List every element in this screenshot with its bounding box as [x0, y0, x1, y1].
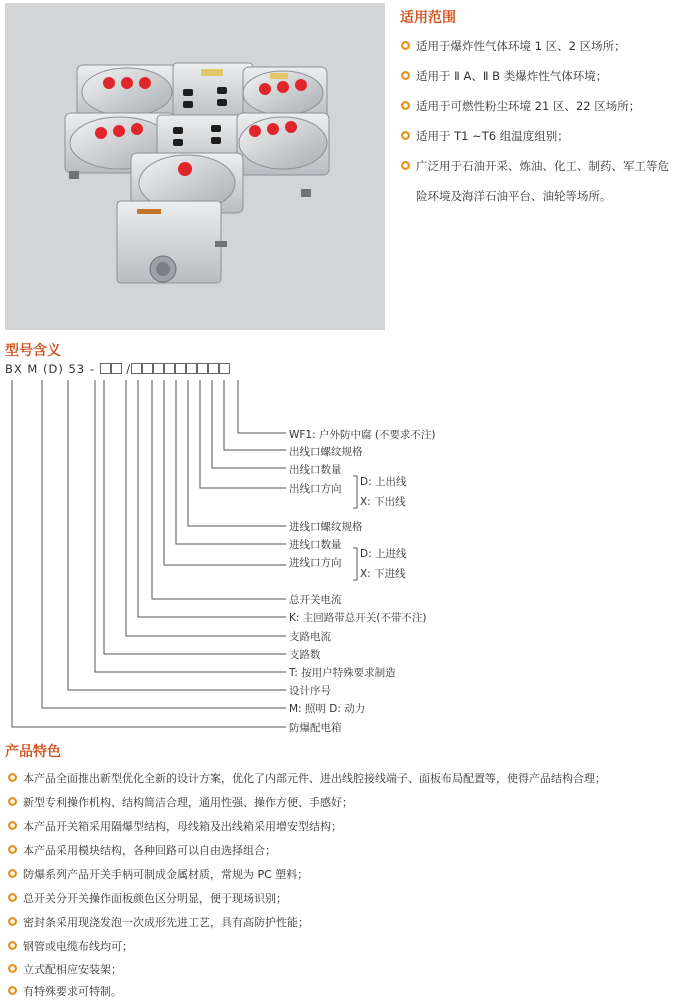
bullet-icon — [401, 41, 410, 50]
feature-item: 本产品开关箱采用隔爆型结构，母线箱及出线箱采用增安型结构； — [23, 820, 342, 833]
features-heading: 产品特色 — [5, 744, 61, 760]
product-photo — [5, 3, 385, 330]
scope-item: 广泛用于石油开采、炼油、化工、制药、军工等危 — [416, 159, 669, 173]
model-code-prefix: BX M (D) 53 - — [5, 362, 95, 376]
bullet-icon — [8, 917, 17, 926]
feature-item: 防爆系列产品开关手柄可制成金属材质，常规为 PC 塑料； — [23, 868, 309, 881]
bullet-icon — [401, 71, 410, 80]
scope-heading: 适用范围 — [400, 10, 456, 26]
scope-item-continued: 险环境及海洋石油平台、油轮等场所。 — [416, 189, 612, 203]
label-in-x: X: 下进线 — [360, 568, 406, 580]
feature-item: 立式配相应安装架； — [23, 963, 122, 976]
feature-item: 有特殊要求可特制。 — [23, 985, 122, 998]
bullet-icon — [8, 986, 17, 995]
bullet-icon — [401, 101, 410, 110]
scope-item: 适用于爆炸性气体环境 1 区、2 区场所； — [416, 39, 626, 53]
label-out-thread: 出线口螺纹规格 — [289, 446, 363, 458]
label-branch-count: 支路数 — [289, 649, 321, 661]
feature-item: 密封条采用现浇发泡一次成形先进工艺，具有高防护性能； — [23, 916, 309, 929]
bullet-icon — [8, 941, 17, 950]
label-t: T: 按用户特殊要求制造 — [289, 667, 396, 679]
bullet-icon — [8, 964, 17, 973]
label-out-d: D: 上出线 — [360, 476, 407, 488]
label-out-x: X: 下出线 — [360, 496, 406, 508]
model-heading: 型号含义 — [5, 343, 61, 359]
bullet-icon — [8, 845, 17, 854]
label-main-current: 总开关电流 — [289, 594, 342, 606]
bracket-out — [352, 475, 360, 509]
label-wf1: WF1: 户外防中腐 (不要求不注) — [289, 429, 436, 441]
label-in-thread: 进线口螺纹规格 — [289, 521, 363, 533]
bullet-icon — [8, 773, 17, 782]
feature-item: 钢管或电缆布线均可； — [23, 940, 133, 953]
model-connector-lines — [0, 370, 300, 740]
bullet-icon — [401, 131, 410, 140]
model-code-slash: / — [126, 362, 132, 376]
label-out-count: 出线口数量 — [289, 464, 342, 476]
scope-item: 适用于 T1 ~T6 组温度组别； — [416, 129, 569, 143]
bullet-icon — [8, 869, 17, 878]
distribution-box-illustration — [5, 3, 385, 330]
label-k: K: 主回路带总开关(不带不注) — [289, 612, 427, 624]
label-in-count: 进线口数量 — [289, 539, 342, 551]
feature-item: 本产品全面推出新型优化全新的设计方案，优化了内部元件、进出线腔接线端子、面板布局配置等，使得产品结构合理； — [23, 772, 606, 785]
label-box: 防爆配电箱 — [289, 722, 342, 734]
scope-item: 适用于 Ⅱ A、Ⅱ B 类爆炸性气体环境； — [416, 69, 608, 83]
label-md: M: 照明 D: 动力 — [289, 703, 366, 715]
label-out-dir: 出线口方向 — [289, 483, 342, 495]
bullet-icon — [8, 893, 17, 902]
bullet-icon — [8, 821, 17, 830]
label-design-no: 设计序号 — [289, 685, 331, 697]
bullet-icon — [8, 797, 17, 806]
bullet-icon — [401, 161, 410, 170]
scope-item: 适用于可燃性粉尘环境 21 区、22 区场所； — [416, 99, 641, 113]
feature-item: 总开关分开关操作面板颜色区分明显，便于现场识别； — [23, 892, 287, 905]
label-in-d: D: 上进线 — [360, 548, 407, 560]
label-branch-current: 支路电流 — [289, 631, 331, 643]
label-in-dir: 进线口方向 — [289, 557, 342, 569]
feature-item: 本产品采用模块结构，各种回路可以自由选择组合； — [23, 844, 276, 857]
feature-item: 新型专利操作机构、结构简洁合理，通用性强、操作方便、手感好； — [23, 796, 353, 809]
bracket-in — [352, 547, 360, 581]
